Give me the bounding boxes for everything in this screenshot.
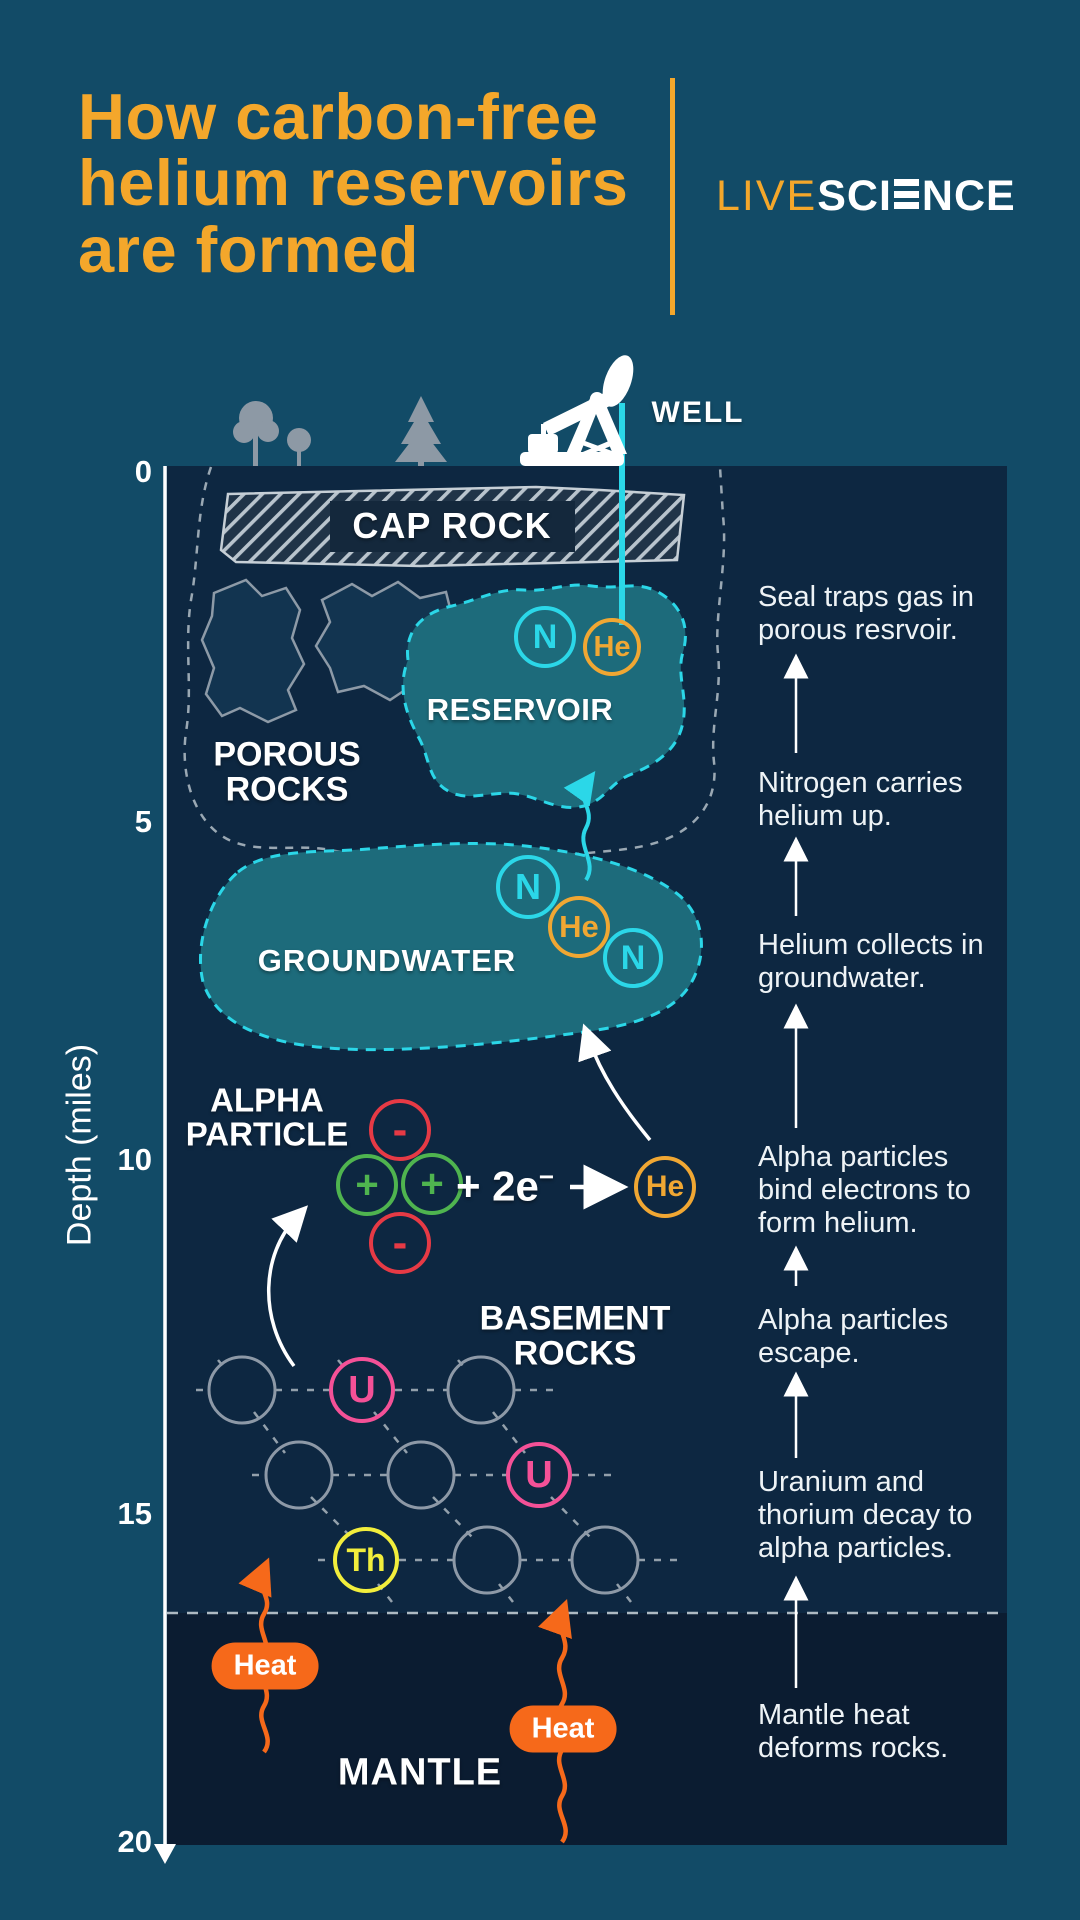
axis-tick-15: 15: [117, 1496, 152, 1531]
annotation-line: Helium collects in: [758, 929, 984, 961]
groundwater-label: GROUNDWATER: [257, 943, 517, 978]
neutron-particle: -: [369, 1212, 431, 1274]
nitrogen-molecule: N: [514, 606, 576, 668]
porous-rocks-line: ROCKS: [225, 770, 349, 808]
logo-live-text: LIVE: [716, 172, 818, 220]
annotation-line: alpha particles.: [758, 1532, 954, 1564]
annotation-line: groundwater.: [758, 962, 926, 994]
helium-product: He: [634, 1156, 696, 1218]
equation-term: [456, 1162, 554, 1211]
title-line: How carbon-free: [78, 80, 599, 153]
annotation-line: Alpha particles: [758, 1304, 949, 1336]
logo-science-text: NCE: [921, 172, 1016, 220]
annotation-line: escape.: [758, 1337, 860, 1369]
annotation-helium-collects: [758, 929, 1013, 995]
nitrogen-molecule: N: [496, 855, 560, 919]
uranium-atom: U: [506, 1442, 572, 1508]
basement-rocks-line: ROCKS: [513, 1334, 637, 1372]
alpha-particle-line: PARTICLE: [185, 1115, 349, 1152]
annotation-bind-electrons: [758, 1141, 1013, 1240]
helium-molecule: He: [583, 618, 641, 676]
heat-badge: Heat: [212, 1643, 319, 1690]
annotation-line: porous resrvoir.: [758, 614, 958, 646]
annotation-line: bind electrons to: [758, 1174, 971, 1206]
annotation-alpha-escape: [758, 1304, 1013, 1370]
heat-badge: Heat: [510, 1706, 617, 1753]
uranium-atom: U: [329, 1357, 395, 1423]
axis-tick-5: 5: [134, 804, 152, 839]
pine-tree-icon: [395, 396, 447, 466]
basement-rocks-label: [480, 1301, 671, 1370]
logo-science-text: SCI: [817, 172, 892, 220]
annotation-line: Seal traps gas in: [758, 581, 975, 613]
title-line: are formed: [78, 212, 419, 286]
reservoir-label: RESERVOIR: [426, 692, 614, 727]
well-pipe: [619, 403, 625, 625]
annotation-line: deforms rocks.: [758, 1732, 949, 1764]
neutron-particle: -: [369, 1099, 431, 1161]
annotation-line: thorium decay to: [758, 1499, 973, 1531]
annotation-mantle-heat: [758, 1699, 1013, 1765]
porous-rocks-label: [213, 737, 360, 806]
title-line: helium reservoirs: [78, 146, 629, 220]
nitrogen-molecule: N: [603, 928, 663, 988]
porous-rock-blob: [202, 580, 304, 722]
proton-particle: +: [336, 1154, 398, 1216]
alpha-particle-line: ALPHA: [210, 1081, 324, 1119]
annotation-decay: [758, 1466, 1013, 1565]
axis-tick-20: 20: [117, 1824, 152, 1859]
tree-icon: [233, 401, 311, 466]
annotation-line: Mantle heat: [758, 1699, 910, 1731]
porous-rocks-line: POROUS: [213, 735, 361, 774]
annotation-line: Uranium and: [758, 1466, 925, 1498]
depth-axis-arrowhead: [154, 1844, 176, 1864]
axis-tick-0: 0: [134, 454, 152, 489]
equation-minus-sup: −: [538, 1161, 555, 1192]
cap-rock-label: CAP ROCK: [352, 505, 552, 546]
well-label: WELL: [651, 396, 745, 429]
mantle-label: MANTLE: [337, 1751, 503, 1794]
thorium-atom: Th: [333, 1527, 399, 1593]
annotation-line: form helium.: [758, 1207, 918, 1239]
annotation-line: helium up.: [758, 800, 892, 832]
axis-tick-10: 10: [117, 1142, 152, 1177]
annotation-seal: [758, 581, 1013, 647]
annotation-line: Alpha particles: [758, 1141, 949, 1173]
annotation-line: Nitrogen carries: [758, 767, 963, 799]
equation-2e: + 2e: [455, 1162, 539, 1210]
helium-molecule: He: [548, 896, 610, 958]
alpha-particle-label: [186, 1083, 349, 1150]
depth-axis-label: Depth (miles): [60, 1043, 99, 1247]
basement-rocks-line: BASEMENT: [479, 1299, 671, 1338]
annotation-nitrogen: [758, 767, 1013, 833]
proton-particle: +: [401, 1153, 463, 1215]
